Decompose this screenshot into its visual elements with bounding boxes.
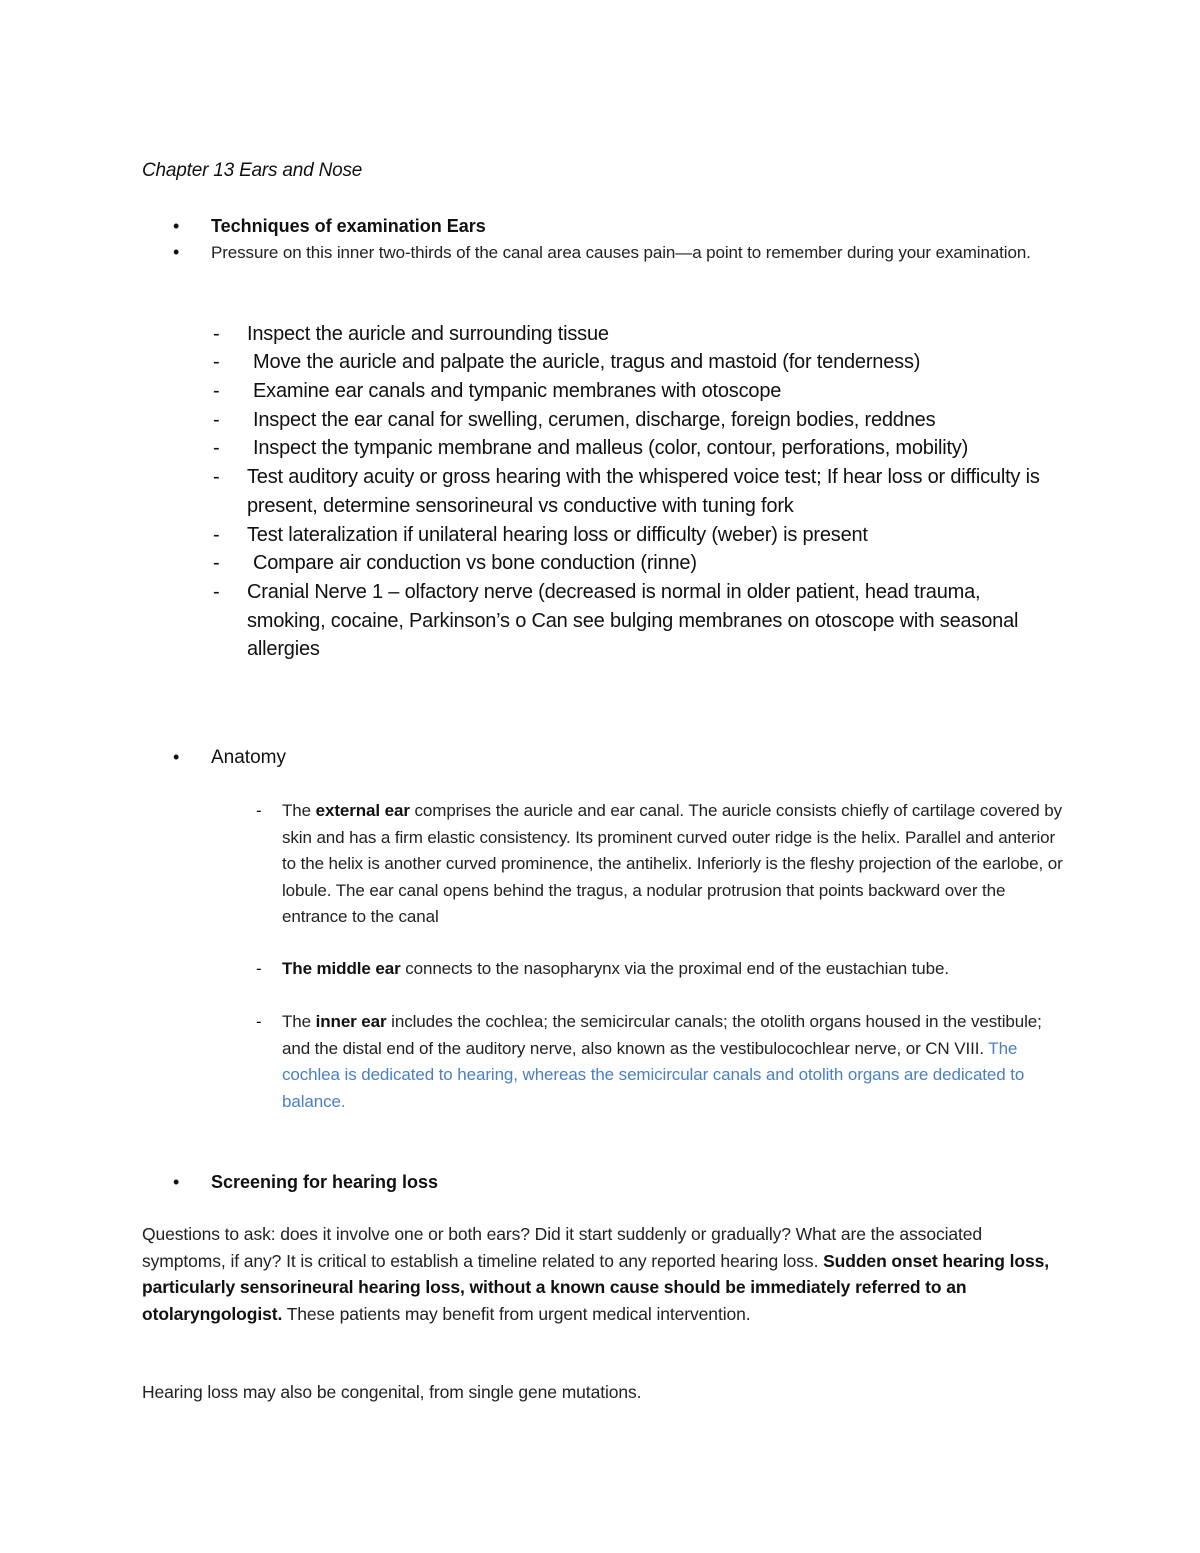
step-item: Examine ear canals and tympanic membranes with otoscope bbox=[253, 380, 782, 402]
bullet-icon: • bbox=[173, 1172, 180, 1192]
step-item: Inspect the auricle and surrounding tissue bbox=[247, 323, 609, 345]
step-item: Inspect the ear canal for swelling, cerumen, discharge, foreign bodies, reddnes bbox=[253, 409, 936, 431]
dash-marker: - bbox=[213, 581, 220, 603]
bullet-icon: • bbox=[173, 216, 180, 236]
step-item: Cranial Nerve 1 – olfactory nerve (decreased is normal in older patient, head trauma, smoking, cocaine, Parkinson’s o Can see bulging membranes on otoscope with seasonal allergies bbox=[247, 581, 1019, 660]
bullet-icon: • bbox=[173, 747, 180, 767]
step-item: Inspect the tympanic membrane and malleus (color, contour, perforations, mobility) bbox=[253, 437, 969, 459]
screening-heading: Screening for hearing loss bbox=[211, 1172, 439, 1192]
dash-marker: - bbox=[213, 524, 220, 546]
external-ear-paragraph: The external ear comprises the auricle and ear canal. The auricle consists chiefly of cartilage covered by skin and has a firm elastic consistency. Its prominent curved outer ridge is the helix. Parallel and anterior to the helix is another curved prominence, the antihelix. Inferiorly is the fleshy projection of the earlobe, or lobule. The ear canal opens behind the tragus, a nodular protrusion that points backward over the entrance to the canal bbox=[282, 801, 1063, 927]
screening-paragraph: Questions to ask: does it involve one or both ears? Did it start suddenly or gradually? What are the associated symptoms, if any? It is critical to establish a timeline related to any reported hearing loss. Sudden onset hearing loss, particularly sensorineural hearing loss, without a known cause should be immediately referred to an otolaryngologist. These patients may benefit from urgent medical intervention. bbox=[142, 1224, 1050, 1324]
congenital-note: Hearing loss may also be congenital, from single gene mutations. bbox=[142, 1382, 642, 1402]
bullet-icon: • bbox=[173, 242, 180, 262]
pressure-note: Pressure on this inner two-thirds of the canal area causes pain—a point to remember during your examination. bbox=[211, 243, 1031, 262]
step-item: Test lateralization if unilateral hearing loss or difficulty (weber) is present bbox=[247, 524, 868, 546]
dash-marker: - bbox=[213, 380, 220, 402]
middle-ear-paragraph: The middle ear connects to the nasopharynx via the proximal end of the eustachian tube. bbox=[282, 959, 949, 978]
inner-ear-paragraph: The inner ear includes the cochlea; the semicircular canals; the otolith organs housed in the vestibule; and the distal end of the auditory nerve, also known as the vestibulocochlear nerve, or CN VIII. The cochlea is dedicated to hearing, whereas the semicircular canals and otolith organs are dedicated to balance. bbox=[282, 1012, 1042, 1111]
dash-marker: - bbox=[256, 801, 262, 820]
step-item: Move the auricle and palpate the auricle, tragus and mastoid (for tenderness) bbox=[253, 351, 921, 373]
anatomy-heading: Anatomy bbox=[211, 747, 286, 768]
dash-marker: - bbox=[213, 351, 220, 373]
step-item: Compare air conduction vs bone conduction (rinne) bbox=[253, 552, 697, 574]
middle-ear-term: The middle ear bbox=[282, 959, 401, 978]
step-item: Test auditory acuity or gross hearing with the whispered voice test; If hear loss or difficulty is present, determine sensorineural vs conductive with tuning fork bbox=[247, 466, 1040, 517]
dash-marker: - bbox=[213, 552, 220, 574]
dash-marker: - bbox=[213, 466, 220, 488]
techniques-heading: Techniques of examination Ears bbox=[211, 216, 486, 236]
dash-marker: - bbox=[256, 1012, 262, 1031]
dash-marker: - bbox=[213, 323, 220, 345]
dash-marker: - bbox=[256, 959, 262, 978]
referral-warning: Sudden onset hearing loss, particularly sensorineural hearing loss, without a known cause should be immediately referred to an otolaryngologist. bbox=[142, 1250, 1050, 1324]
chapter-title: Chapter 13 Ears and Nose bbox=[142, 160, 363, 181]
dash-marker: - bbox=[213, 409, 220, 431]
inner-ear-term: inner ear bbox=[315, 1012, 387, 1031]
dash-marker: - bbox=[213, 437, 220, 459]
balance-highlight: The cochlea is dedicated to hearing, whereas the semicircular canals and otolith organs are dedicated to balance. bbox=[282, 1038, 1025, 1111]
external-ear-term: external ear bbox=[315, 801, 410, 820]
